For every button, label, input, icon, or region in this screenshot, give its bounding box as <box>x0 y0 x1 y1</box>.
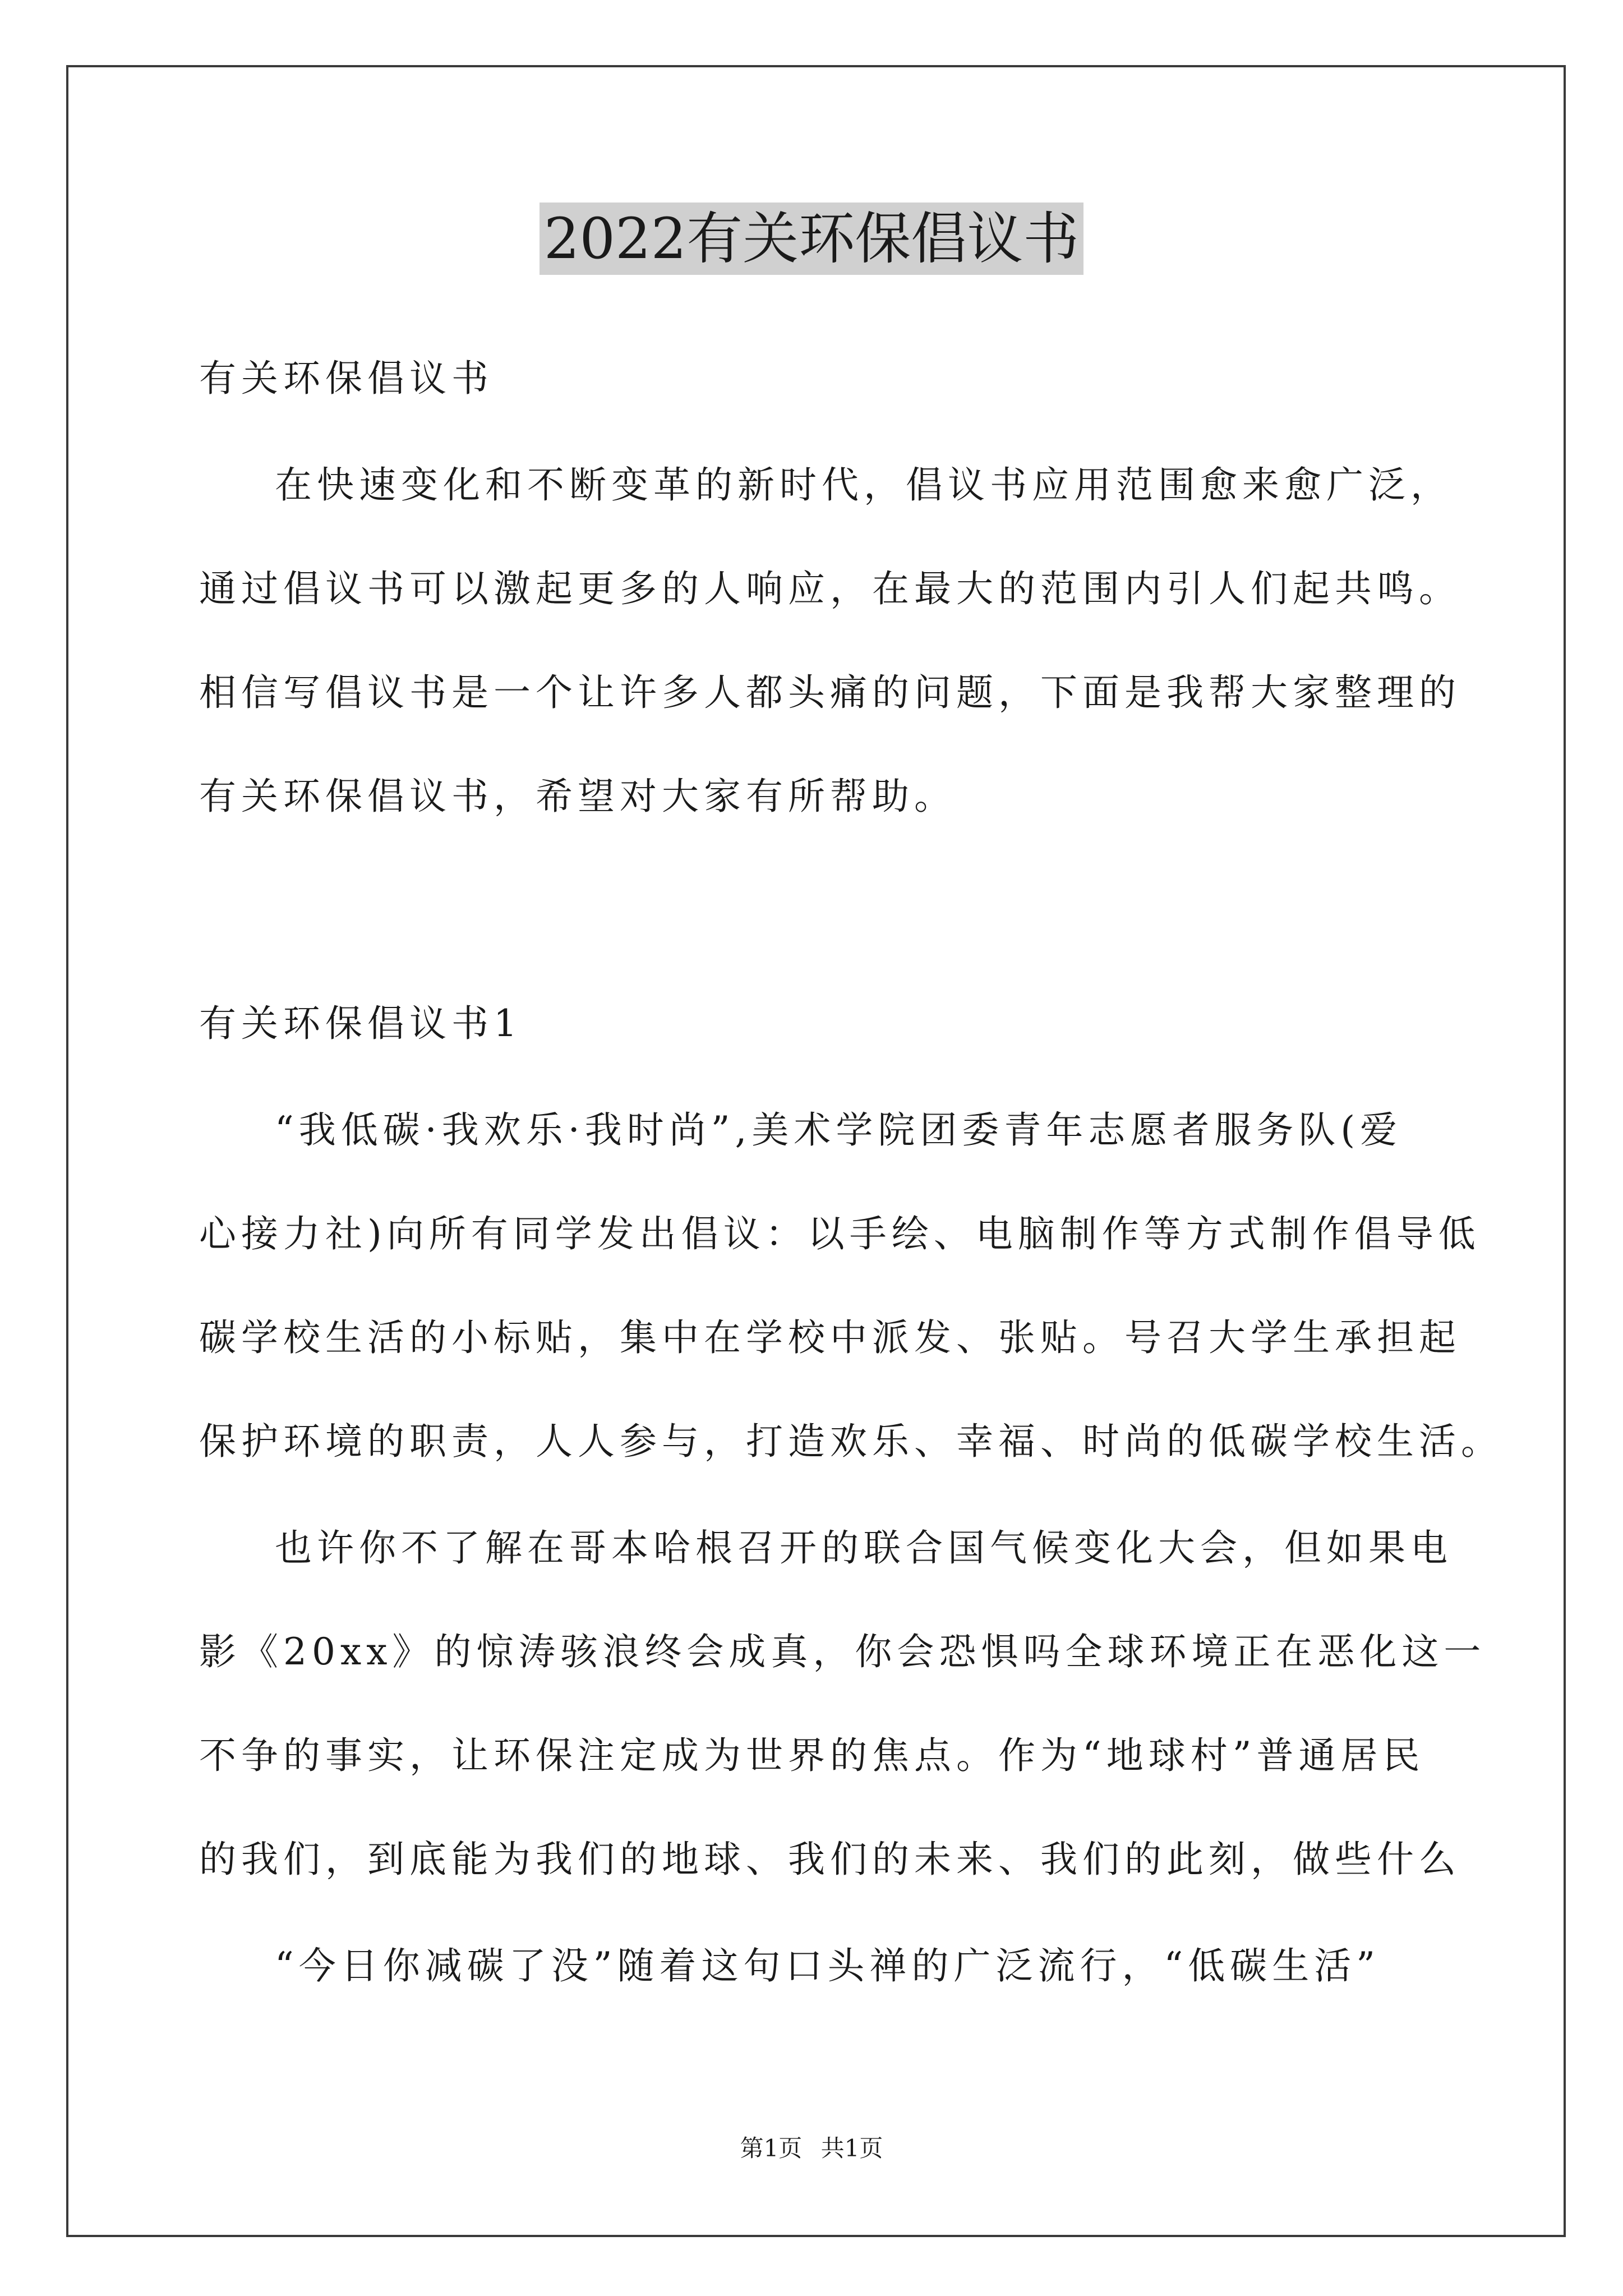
para2-line-1: 也许你不了解在哥本哈根召开的联合国气候变化大会，但如果电 <box>275 1526 1453 1570</box>
intro-line-1: 在快速变化和不断变革的新时代，倡议书应用范围愈来愈广泛， <box>275 463 1453 507</box>
para1-line-2: 心接力社)向所有同学发出倡议：以手绘、电脑制作等方式制作倡导低 <box>199 1212 1481 1255</box>
document-title <box>0 203 1623 275</box>
document-title-text: 2022有关环保倡议书 <box>540 203 1084 275</box>
para2-line-2: 影《20xx》的惊涛骇浪终会成真，你会恐惧吗全球环境正在恶化这一 <box>199 1630 1486 1673</box>
intro-line-4: 有关环保倡议书，希望对大家有所帮助。 <box>199 775 956 818</box>
intro-line-3: 相信写倡议书是一个让许多人都头痛的问题，下面是我帮大家整理的 <box>199 671 1461 714</box>
intro-line-2: 通过倡议书可以激起更多的人响应，在最大的范围内引人们起共鸣。 <box>199 567 1461 610</box>
section-heading-1: 有关环保倡议书1 <box>199 1002 522 1045</box>
para1-line-1: “我低碳·我欢乐·我时尚”,美术学院团委青年志愿者服务队(爱 <box>275 1108 1403 1152</box>
para3-line-1: “今日你减碳了没”随着这句口头禅的广泛流行，“低碳生活” <box>275 1944 1380 1987</box>
page-footer <box>0 2132 1623 2165</box>
page-number: 第1页 <box>740 2134 803 2162</box>
para1-line-4: 保护环境的职责，人人参与，打造欢乐、幸福、时尚的低碳学校生活。 <box>199 1420 1503 1463</box>
para2-line-3: 不争的事实，让环保注定成为世界的焦点。作为“地球村”普通居民 <box>199 1734 1425 1777</box>
document-subtitle: 有关环保倡议书 <box>199 357 494 400</box>
para1-line-3: 碳学校生活的小标贴，集中在学校中派发、张贴。号召大学生承担起 <box>199 1316 1461 1359</box>
page-count: 共1页 <box>820 2134 883 2162</box>
para2-line-4: 的我们，到底能为我们的地球、我们的未来、我们的此刻，做些什么 <box>199 1838 1461 1881</box>
